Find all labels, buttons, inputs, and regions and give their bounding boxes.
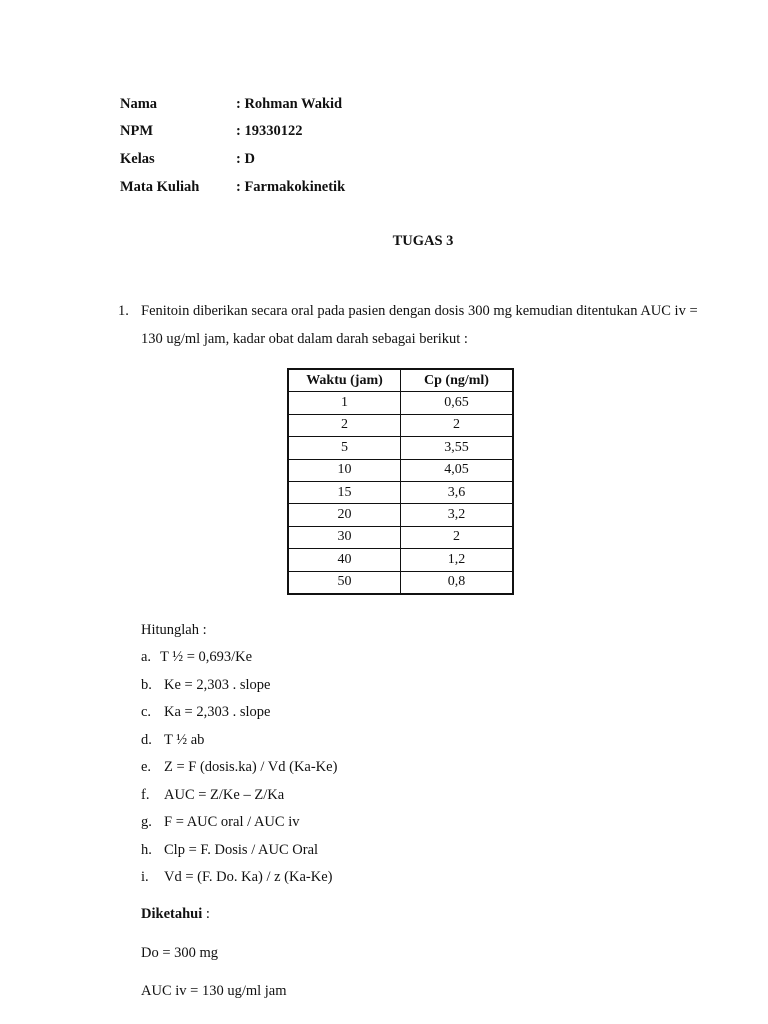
value-kelas: : D	[236, 151, 255, 167]
value-npm: : 19330122	[236, 123, 303, 139]
cell-waktu: 5	[288, 437, 401, 459]
label-mata-kuliah: Mata Kuliah	[120, 179, 200, 195]
list-item-letter: a.	[141, 649, 152, 665]
table-row	[288, 414, 513, 436]
table-row	[288, 549, 513, 571]
column-header-cp: Cp (ng/ml)	[401, 369, 514, 392]
list-item-letter: b.	[141, 677, 152, 693]
cell-waktu: 1	[288, 392, 401, 414]
list-item-letter: i.	[141, 869, 149, 885]
cell-cp: 4,05	[401, 459, 514, 481]
given-auc-iv: AUC iv = 130 ug/ml jam	[141, 983, 287, 999]
cell-cp: 0,8	[401, 571, 514, 594]
cell-waktu: 30	[288, 526, 401, 548]
cell-cp: 1,2	[401, 549, 514, 571]
table-header-row	[288, 369, 513, 392]
cell-cp: 0,65	[401, 392, 514, 414]
cell-waktu: 40	[288, 549, 401, 571]
table-row	[288, 459, 513, 481]
list-item-letter: g.	[141, 814, 152, 830]
cell-cp: 3,6	[401, 481, 514, 503]
table-row	[288, 437, 513, 459]
table-row	[288, 504, 513, 526]
diketahui-suffix: :	[202, 906, 210, 922]
list-item-text: AUC = Z/Ke – Z/Ka	[164, 787, 285, 803]
table-row	[288, 481, 513, 503]
value-mata-kuliah: : Farmakokinetik	[236, 179, 346, 195]
table-row	[288, 571, 513, 594]
data-table	[287, 368, 514, 595]
list-item-text: Ke = 2,303 . slope	[164, 677, 271, 693]
cell-waktu: 10	[288, 459, 401, 481]
page-title: TUGAS 3	[392, 233, 454, 249]
list-item-letter: e.	[141, 759, 152, 775]
question-text-line1: Fenitoin diberikan secara oral pada pasien dengan dosis 300 mg kemudian ditentukan AUC iv =	[141, 303, 698, 319]
given-dose: Do = 300 mg	[141, 945, 219, 961]
list-item-text: Vd = (F. Do. Ka) / z (Ka-Ke)	[164, 869, 333, 885]
cell-cp: 3,2	[401, 504, 514, 526]
label-npm: NPM	[120, 123, 154, 139]
cell-cp: 2	[401, 414, 514, 436]
cell-waktu: 15	[288, 481, 401, 503]
value-nama: : Rohman Wakid	[236, 96, 343, 112]
table-row	[288, 526, 513, 548]
question-number: 1.	[118, 303, 129, 319]
hitunglah-heading: Hitunglah :	[141, 622, 207, 638]
table-row	[288, 392, 513, 414]
cell-waktu: 2	[288, 414, 401, 436]
cell-cp: 2	[401, 526, 514, 548]
cell-waktu: 20	[288, 504, 401, 526]
list-item-letter: c.	[141, 704, 152, 720]
list-item-text: Clp = F. Dosis / AUC Oral	[164, 842, 319, 858]
list-item-text: T ½ = 0,693/Ke	[160, 649, 253, 665]
label-kelas: Kelas	[120, 151, 155, 167]
cell-waktu: 50	[288, 571, 401, 594]
cell-cp: 3,55	[401, 437, 514, 459]
list-item-letter: f.	[141, 787, 150, 803]
diketahui-heading	[141, 906, 210, 923]
list-item-text: T ½ ab	[164, 732, 205, 748]
list-item-text: Ka = 2,303 . slope	[164, 704, 271, 720]
label-nama: Nama	[120, 96, 158, 112]
list-item-letter: d.	[141, 732, 152, 748]
question-text-line2: 130 ug/ml jam, kadar obat dalam darah sebagai berikut :	[141, 331, 468, 347]
list-item-text: Z = F (dosis.ka) / Vd (Ka-Ke)	[164, 759, 338, 775]
list-item-text: F = AUC oral / AUC iv	[164, 814, 300, 830]
diketahui-label: Diketahui	[141, 906, 203, 922]
column-header-waktu: Waktu (jam)	[288, 369, 401, 392]
list-item-letter: h.	[141, 842, 152, 858]
